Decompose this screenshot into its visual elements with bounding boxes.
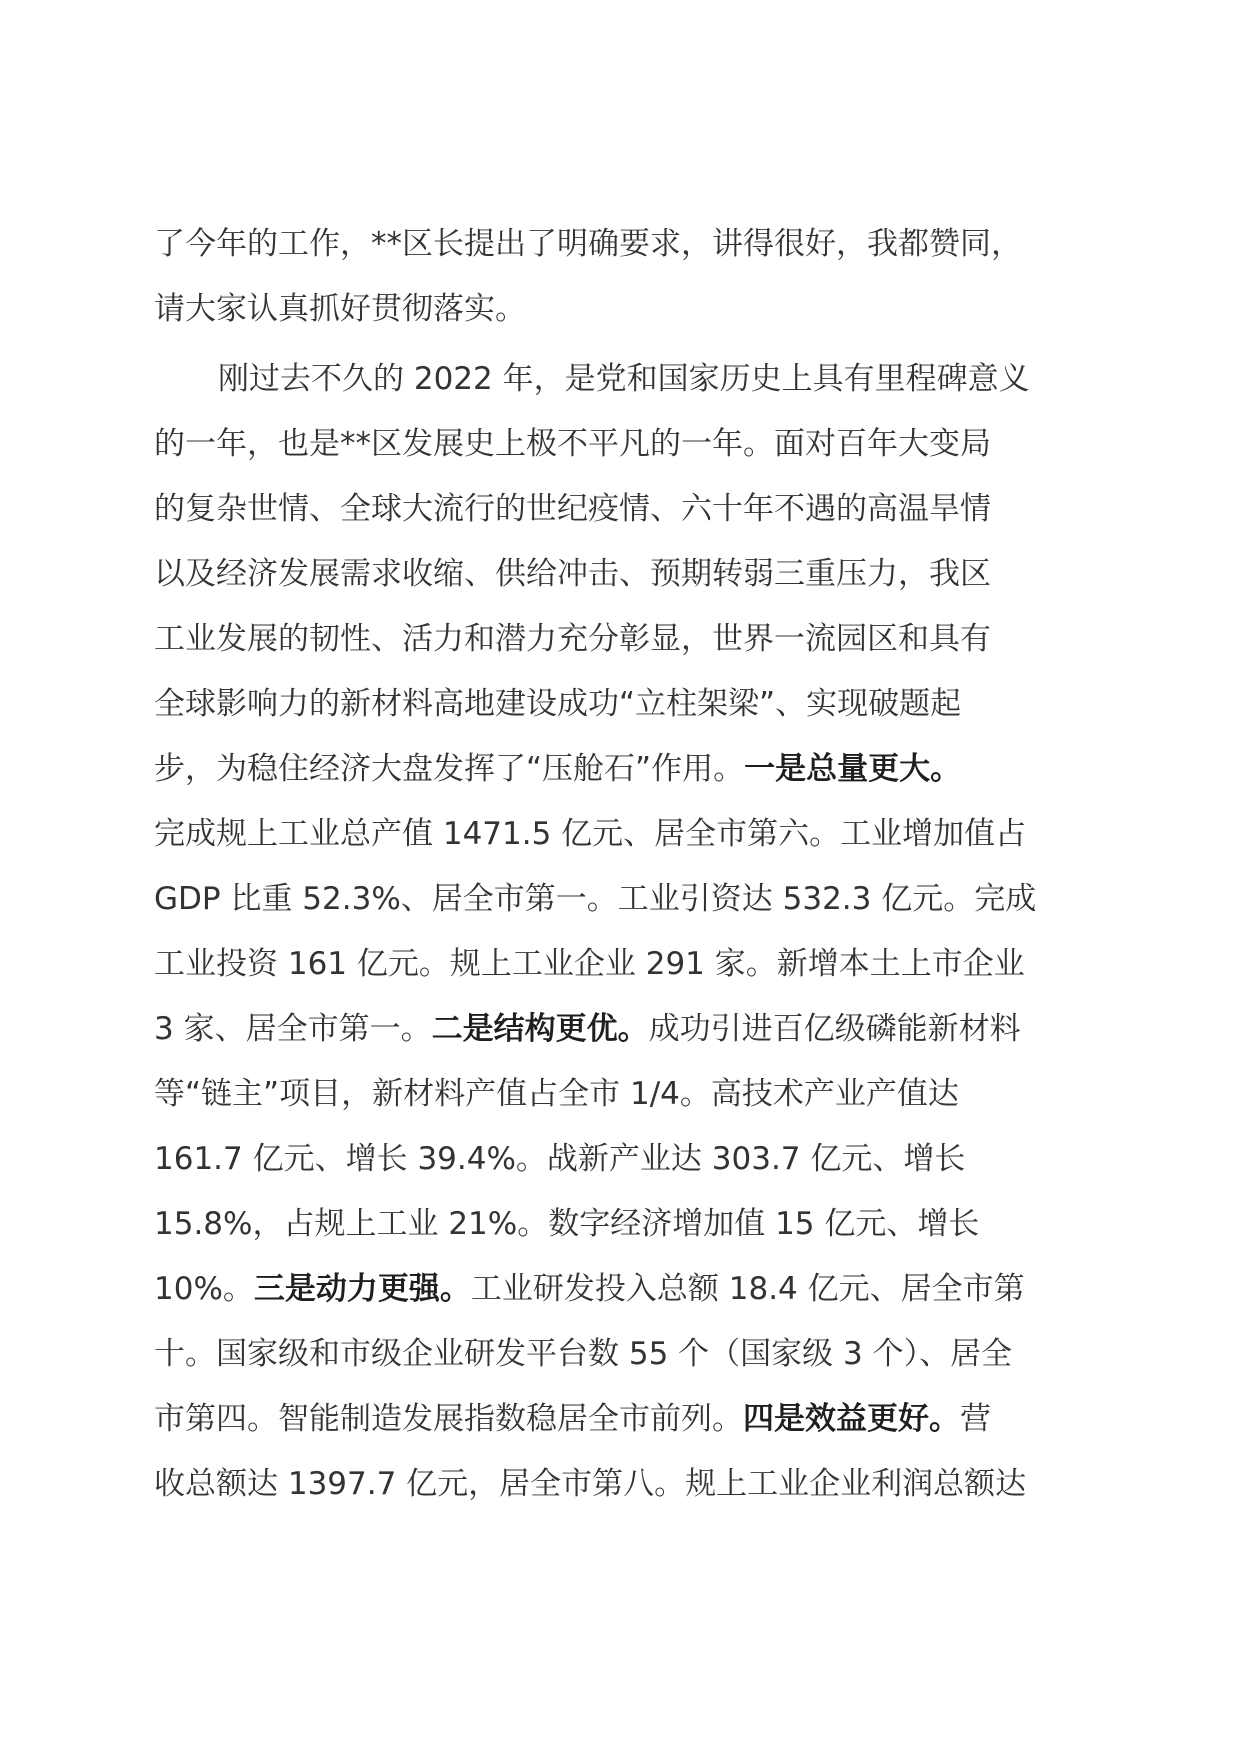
- text-segment: 的一年，也是**区发展史上极不平凡的一年。面对百年大变局: [154, 426, 991, 462]
- text-line: [154, 932, 1094, 997]
- text-line: [154, 212, 1094, 277]
- text-segment: 收总额达 1397.7 亿元，居全市第八。规上工业企业利润总额达: [154, 1466, 1027, 1502]
- text-line: [154, 867, 1094, 932]
- text-segment: 刚过去不久的 2022 年，是党和国家历史上具有里程碑意义: [218, 361, 1030, 397]
- paragraph-1: [154, 212, 1094, 342]
- text-segment: 等“链主”项目，新材料产值占全市 1/4。高技术产业产值达: [154, 1076, 959, 1112]
- text-segment: 以及经济发展需求收缩、供给冲击、预期转弱三重压力，我区: [154, 556, 991, 592]
- text-segment: 成功引进百亿级磷能新材料: [648, 1011, 1021, 1047]
- text-segment: 了今年的工作，**区长提出了明确要求，讲得很好，我都赞同，: [154, 226, 1022, 262]
- text-line: [154, 412, 1094, 477]
- text-line: [154, 607, 1094, 672]
- paragraph-2: [154, 347, 1094, 1517]
- text-line: [154, 477, 1094, 542]
- text-line: [154, 737, 1094, 802]
- bold-heading: 四是效益更好。: [743, 1401, 960, 1437]
- text-line: [154, 802, 1094, 867]
- text-segment: 的复杂世情、全球大流行的世纪疫情、六十年不遇的高温旱情: [154, 491, 991, 527]
- text-line: [154, 1322, 1094, 1387]
- text-segment: 161.7 亿元、增长 39.4%。战新产业达 303.7 亿元、增长: [154, 1141, 966, 1177]
- text-line: [154, 1257, 1094, 1322]
- text-segment: 15.8%，占规上工业 21%。数字经济增加值 15 亿元、增长: [154, 1206, 980, 1242]
- body-text: [154, 212, 1094, 1517]
- text-segment: 工业发展的韧性、活力和潜力充分彰显，世界一流园区和具有: [154, 621, 991, 657]
- text-line: [154, 1127, 1094, 1192]
- text-segment: 3 家、居全市第一。: [154, 1011, 432, 1047]
- text-line: [154, 672, 1094, 737]
- text-line: [154, 542, 1094, 607]
- text-line: [154, 1062, 1094, 1127]
- text-segment: 请大家认真抓好贯彻落实。: [154, 291, 526, 327]
- text-line: [154, 1192, 1094, 1257]
- text-segment: GDP 比重 52.3%、居全市第一。工业引资达 532.3 亿元。完成: [154, 881, 1037, 917]
- text-line: [154, 277, 1094, 342]
- text-segment: 工业研发投入总额 18.4 亿元、居全市第: [470, 1271, 1025, 1307]
- text-segment: 步，为稳住经济大盘发挥了“压舱石”作用。: [154, 751, 745, 787]
- bold-heading: 二是结构更优。: [431, 1011, 649, 1047]
- text-line: [154, 997, 1094, 1062]
- text-segment: 十。国家级和市级企业研发平台数 55 个（国家级 3 个）、居全: [154, 1336, 1013, 1372]
- text-segment: 市第四。智能制造发展指数稳居全市前列。: [154, 1401, 743, 1437]
- text-line: [154, 1452, 1094, 1517]
- text-segment: 营: [960, 1401, 991, 1437]
- text-line: [154, 347, 1094, 412]
- bold-heading: 一是总量更大。: [744, 751, 962, 787]
- text-line: [154, 1387, 1094, 1452]
- text-segment: 全球影响力的新材料高地建设成功“立柱架梁”、实现破题起: [154, 686, 962, 722]
- text-segment: 10%。: [154, 1271, 254, 1307]
- text-segment: 完成规上工业总产值 1471.5 亿元、居全市第六。工业增加值占: [154, 816, 1027, 852]
- bold-heading: 三是动力更强。: [253, 1271, 471, 1307]
- text-segment: 工业投资 161 亿元。规上工业企业 291 家。新增本土上市企业: [154, 946, 1025, 982]
